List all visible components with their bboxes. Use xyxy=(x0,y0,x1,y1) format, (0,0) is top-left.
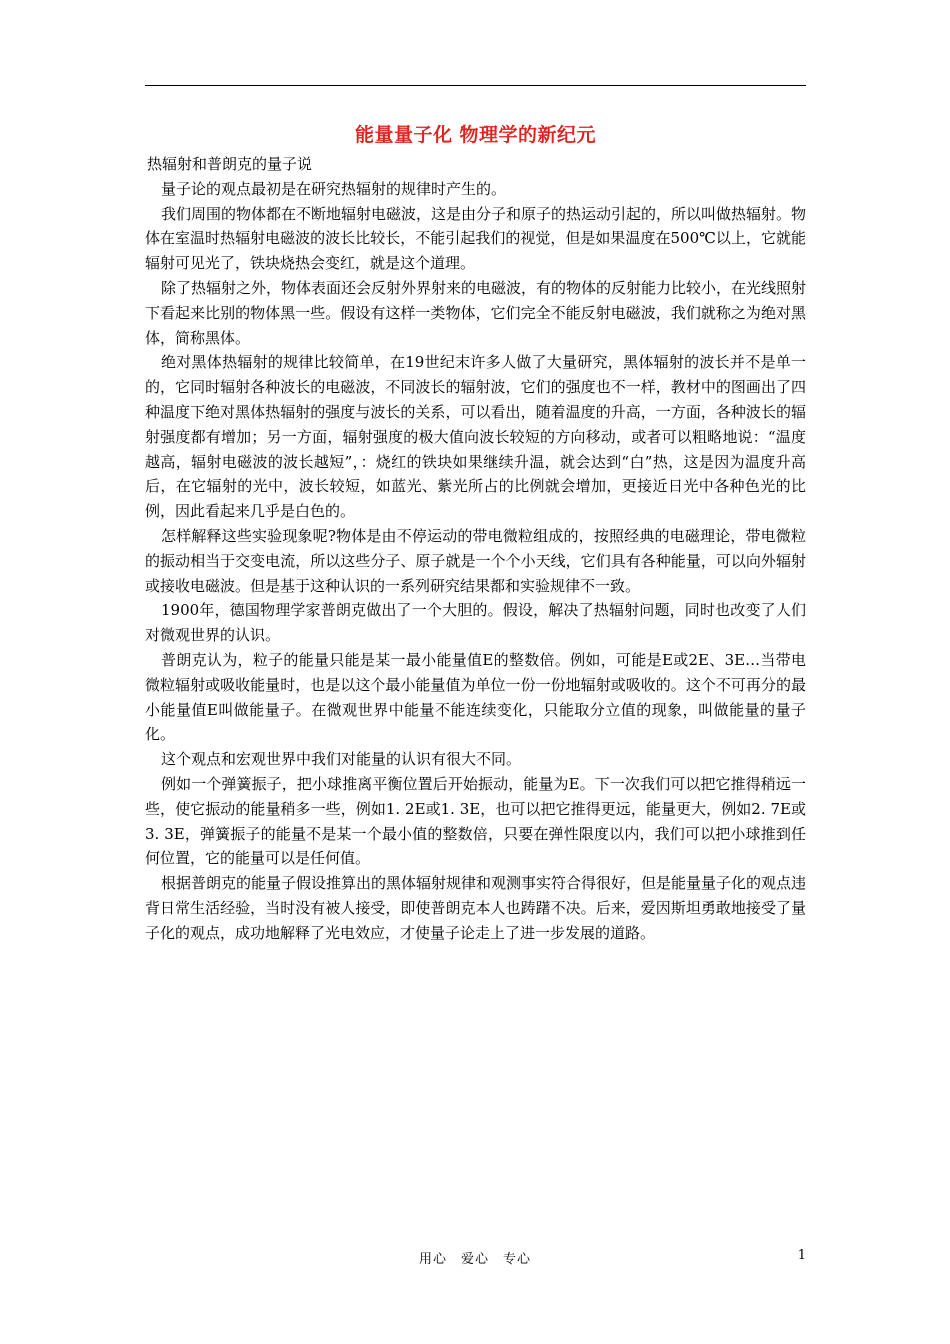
paragraph: 普朗克认为，粒子的能量只能是某一最小能量值E的整数倍。例如，可能是E或2E、3E…当带电微粒辐射或吸收能量时，也是以这个最小能量值为单位一份一份地辐射或吸收的。这个不可再分的最小能量值E叫做能量子。在微观世界中能量不能连续变化，只能取分立值的现象，叫做能量的量子化。 xyxy=(145,650,806,744)
footer-motto: 用心 爱心 专心 xyxy=(418,1252,531,1267)
paragraph: 我们周围的物体都在不断地辐射电磁波，这是由分子和原子的热运动引起的，所以叫做热辐射。物体在室温时热辐射电磁波的波长比较长，不能引起我们的视觉，但是如果温度在500℃以上，它就能辐射可见光了，铁块烧热会变红，就是这个道理。 xyxy=(145,204,807,273)
paragraph: 根据普朗克的能量子假设推算出的黑体辐射规律和观测事实符合得很好，但是能量量子化的观点违背日常生活经验，当时没有被人接受，即使普朗克本人也踌躇不决。后来，爱因斯坦勇敢地接受了量子化的观点，成功地解释了光电效应，才使量子论走上了进一步发展的道路。 xyxy=(145,874,807,942)
paragraph: 除了热辐射之外，物体表面还会反射外界射来的电磁波，有的物体的反射能力比较小，在光线照射下看起来比别的物体黑一些。假设有这样一类物体，它们完全不能反射电磁波，我们就称之为绝对黑体，简称黑体。 xyxy=(145,278,807,347)
document-title: 能量量子化 物理学的新纪元 xyxy=(354,124,597,146)
paragraph: 1900年，德国物理学家普朗克做出了一个大胆的。假设，解决了热辐射问题，同时也改变了人们对微观世界的认识。 xyxy=(145,601,806,645)
paragraph: 例如一个弹簧振子，把小球推离平衡位置后开始振动，能量为E。下一次我们可以把它推得稍远一些，使它振动的能量稍多一些，例如1. 2E或1. 3E，也可以把它推得更远，能量更大，例如2. 7E或3. 3E，弹簧振子的能量不是某一个最小值的整数倍，只要在弹性限度以内，我们可以把小球推到任何位置，它的能量可以是任何值。 xyxy=(145,774,806,868)
paragraph: 量子论的观点最初是在研究热辐射的规律时产生的。 xyxy=(161,179,507,198)
page-number: 1 xyxy=(797,1248,806,1263)
section-subtitle: 热辐射和普朗克的量子说 xyxy=(147,155,313,173)
document-body xyxy=(145,118,806,946)
paragraph: 怎样解释这些实验现象呢?物体是由不停运动的带电微粒组成的，按照经典的电磁理论，带电微粒的振动相当于交变电流，所以这些分子、原子就是一个个小天线，它们具有各种能量，可以向外辐射或接收电磁波。但是基于这种认识的一系列研究结果都和实验规律不一致。 xyxy=(145,526,806,595)
header-rule xyxy=(145,85,806,86)
paragraph: 绝对黑体热辐射的规律比较简单，在19世纪末许多人做了大量研究，黑体辐射的波长并不是单一的，它同时辐射各种波长的电磁波，不同波长的辐射波，它们的强度也不一样，教材中的图画出了四种温度下绝对黑体热辐射的强度与波长的关系，可以看出，随着温度的升高，一方面，各种波长的辐射强度都有增加；另一方面，辐射强度的极大值向波长较短的方向移动，或者可以粗略地说：“温度越高，辐射电磁波的波长越短”，：烧红的铁块如果继续升温，就会达到“白”热，这是因为温度升高后，在它辐射的光中，波长较短，如蓝光、紫光所占的比例就会增加，更接近日光中各种色光的比例，因此看起来几乎是白色的。 xyxy=(145,353,806,521)
paragraph: 这个观点和宏观世界中我们对能量的认识有很大不同。 xyxy=(161,750,522,769)
